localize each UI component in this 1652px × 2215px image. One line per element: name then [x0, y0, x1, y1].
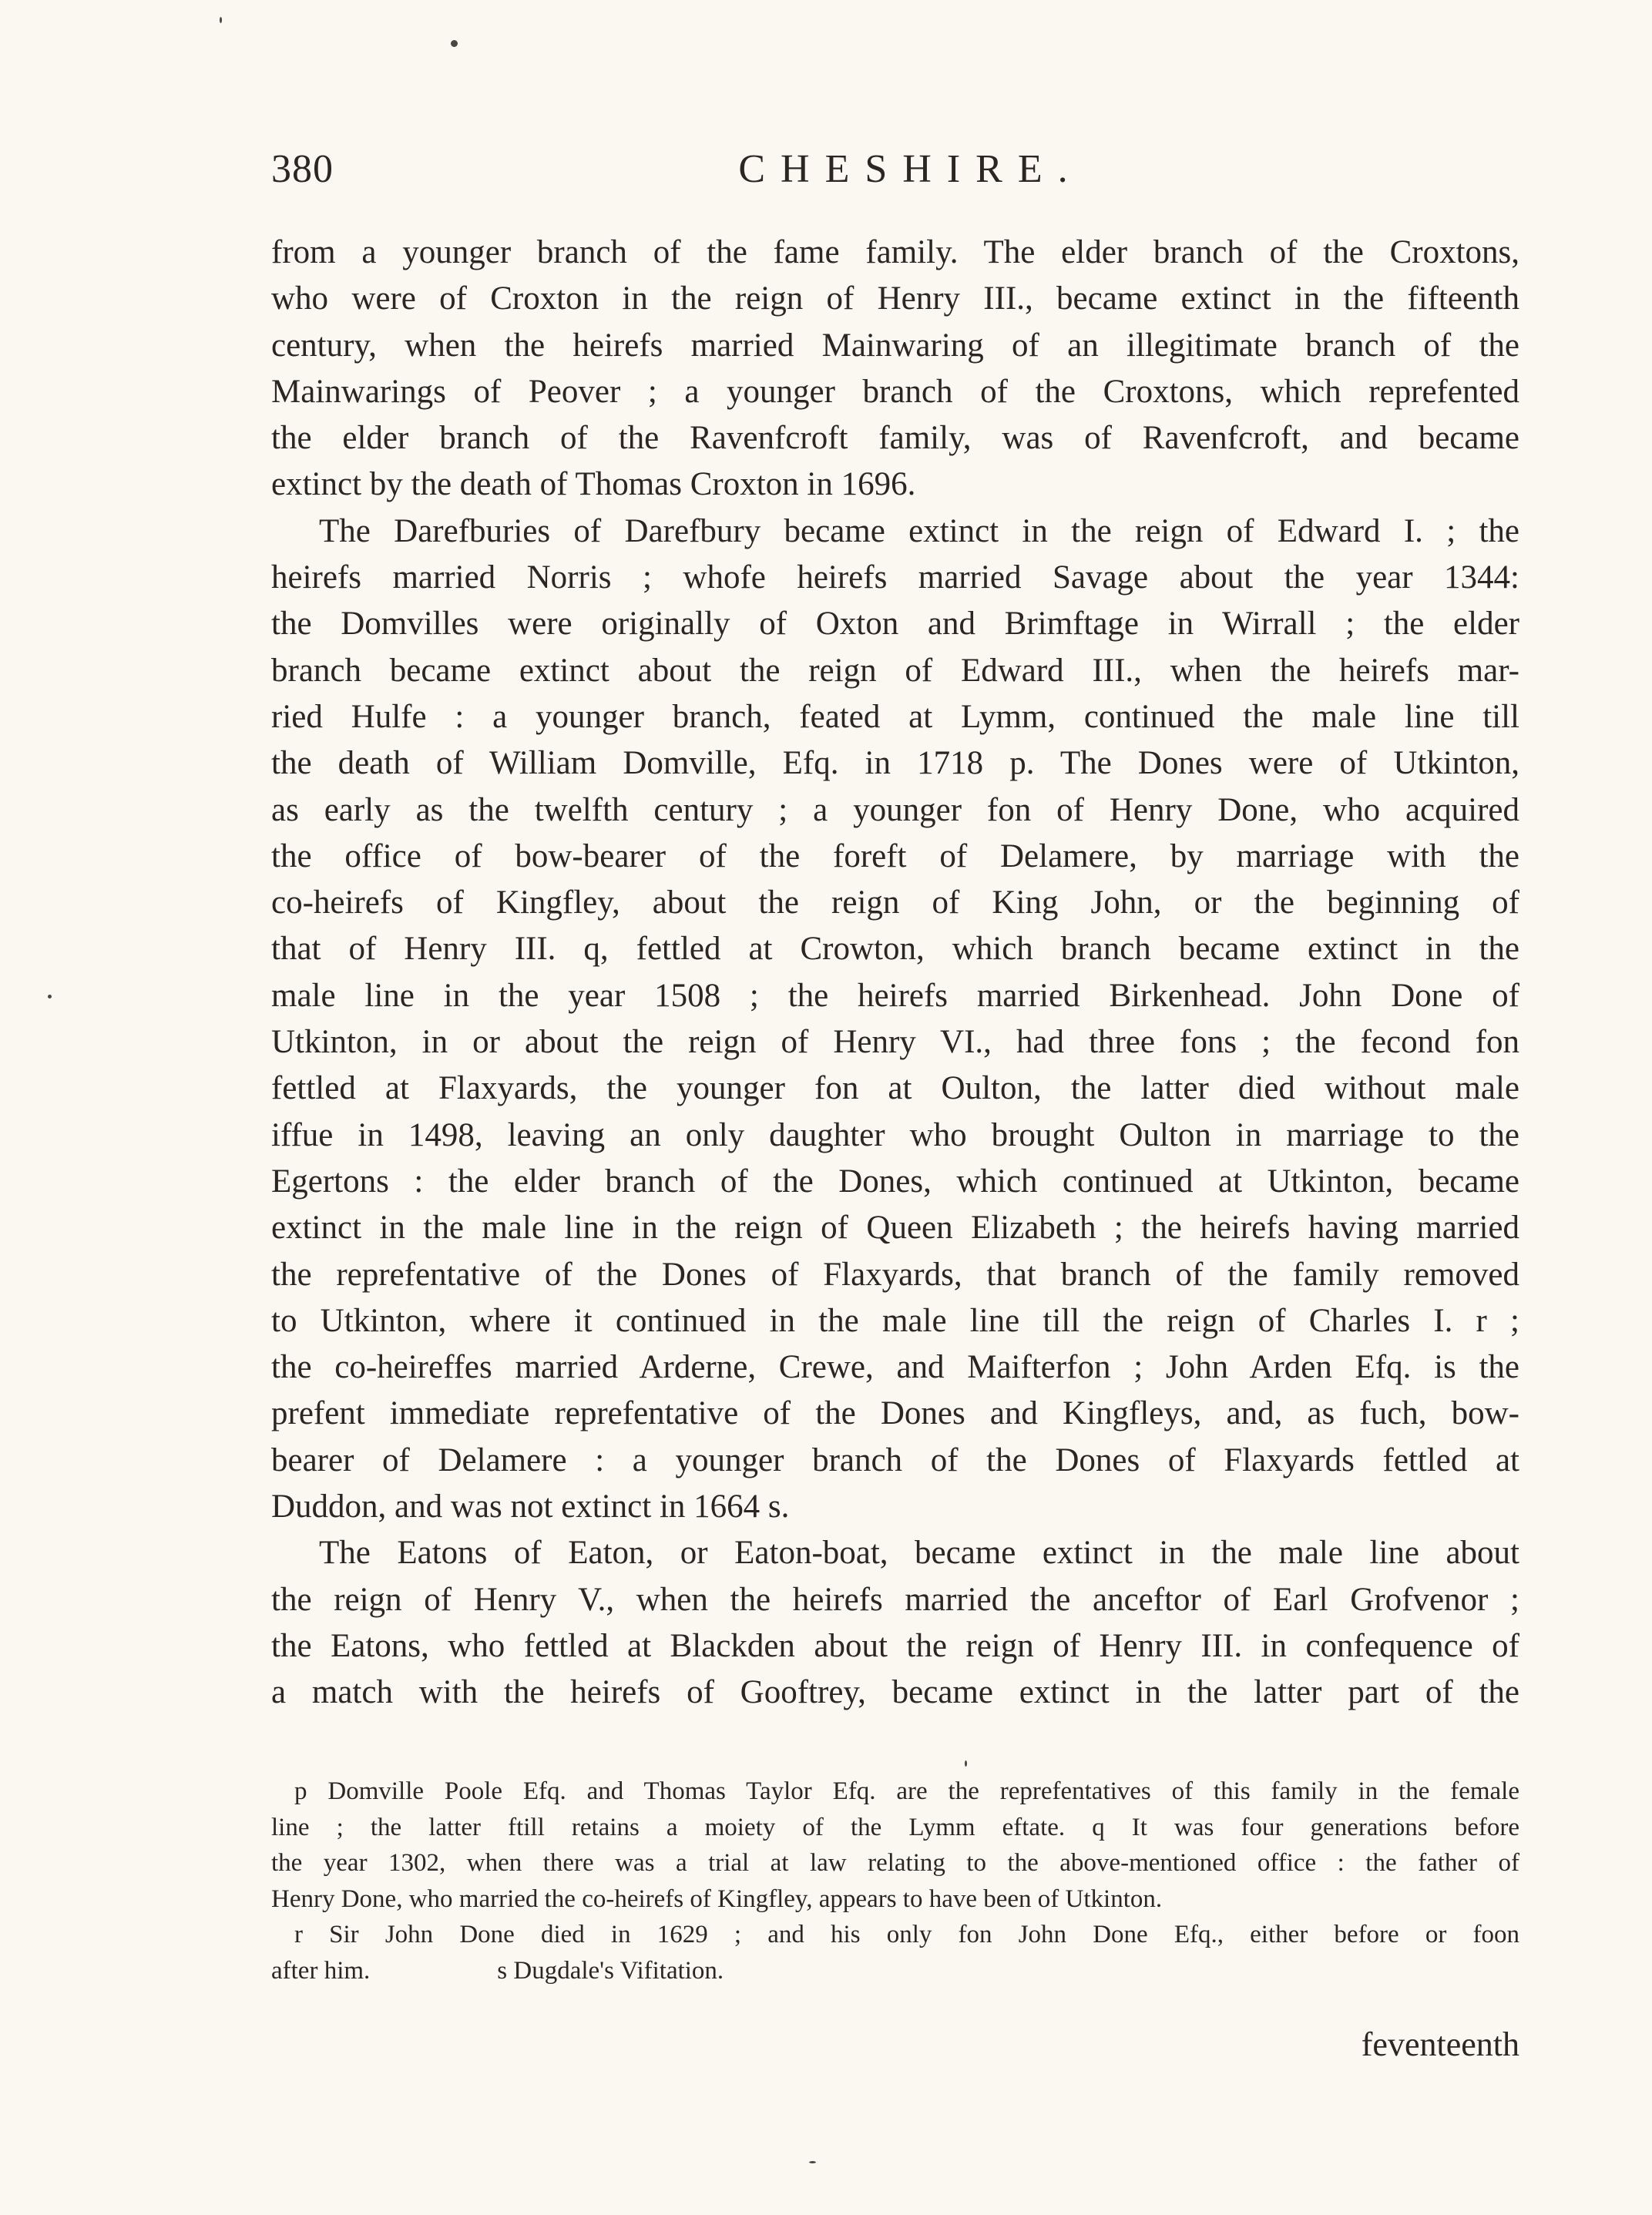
body-line: to Utkinton, where it continued in the male line till the reign of Charles I. r ; — [271, 1302, 1519, 1339]
body-text — [271, 230, 1519, 1717]
body-line: bearer of Delamere : a younger branch of the Dones of Flaxyards fettled at — [271, 1441, 1519, 1478]
footnote-line: p Domville Poole Efq. and Thomas Taylor Efq. are the reprefentatives of this family in the female — [294, 1777, 1519, 1805]
body-line: heirefs married Norris ; whofe heirefs married Savage about the year 1344: — [271, 559, 1519, 596]
ink-speck — [48, 995, 52, 998]
body-line: who were of Croxton in the reign of Henry III., became extinct in the fifteenth — [271, 280, 1519, 317]
footnote-line: r Sir John Done died in 1629 ; and his only fon John Done Efq., either before or foon — [294, 1921, 1519, 1948]
body-line: a match with the heirefs of Gooftrey, became extinct in the latter part of the — [271, 1674, 1519, 1711]
body-line: extinct by the death of Thomas Croxton in 1696. — [271, 466, 916, 503]
page-header — [271, 146, 1519, 200]
footnotes — [271, 1774, 1519, 1988]
catchword: feventeenth — [1361, 2025, 1519, 2063]
body-line: century, when the heirefs married Mainwaring of an illegitimate branch of the — [271, 327, 1519, 364]
body-line: Duddon, and was not extinct in 1664 s. — [271, 1488, 790, 1525]
footnote-line: line ; the latter ftill retains a moiety of the Lymm eftate. q It was four generations before — [271, 1813, 1519, 1841]
body-line: iffue in 1498, leaving an only daughter who brought Oulton in marriage to the — [271, 1116, 1519, 1153]
body-line: ried Hulfe : a younger branch, feated at Lymm, continued the male line till — [271, 698, 1519, 735]
body-line: co-heirefs of Kingfley, about the reign of King John, or the beginning of — [271, 884, 1519, 921]
body-line: that of Henry III. q, fettled at Crowton, which branch became extinct in the — [271, 931, 1519, 968]
body-line: prefent immediate reprefentative of the Dones and Kingfleys, and, as fuch, bow- — [271, 1395, 1519, 1432]
body-line: branch became extinct about the reign of Edward III., when the heirefs mar- — [271, 652, 1519, 689]
body-line: male line in the year 1508 ; the heirefs married Birkenhead. John Done of — [271, 977, 1519, 1014]
body-line: the elder branch of the Ravenfcroft family, was of Ravenfcroft, and became — [271, 420, 1519, 457]
ink-speck — [965, 1760, 967, 1767]
body-line: the Eatons, who fettled at Blackden about the reign of Henry III. in confequence of — [271, 1627, 1519, 1664]
ink-speck — [809, 2161, 816, 2163]
body-line: Mainwarings of Peover ; a younger branch of the Croxtons, which reprefented — [271, 373, 1519, 410]
body-line: the death of William Domville, Efq. in 1718 p. The Dones were of Utkinton, — [271, 745, 1519, 782]
body-line: the Domvilles were originally of Oxton and Brimftage in Wirrall ; the elder — [271, 606, 1519, 643]
footnote-line: after him. s Dugdale's Vifitation. — [271, 1956, 724, 1985]
body-line: the office of bow-bearer of the foreft of Delamere, by marriage with the — [271, 837, 1519, 874]
body-line: from a younger branch of the fame family. The elder branch of the Croxtons, — [271, 234, 1519, 270]
body-line: Egertons : the elder branch of the Dones, which continued at Utkinton, became — [271, 1163, 1519, 1200]
body-line: the reprefentative of the Dones of Flaxyards, that branch of the family removed — [271, 1256, 1519, 1293]
ink-speck — [220, 17, 222, 23]
body-line: as early as the twelfth century ; a younger fon of Henry Done, who acquired — [271, 791, 1519, 828]
body-line: extinct in the male line in the reign of Queen Elizabeth ; the heirefs having married — [271, 1210, 1519, 1247]
footnote-line: Henry Done, who married the co-heirefs of Kingfley, appears to have been of Utkinton. — [271, 1884, 1163, 1913]
ink-speck — [451, 40, 458, 47]
body-line: the co-heireffes married Arderne, Crewe, and Maifterfon ; John Arden Efq. is the — [271, 1349, 1519, 1386]
body-line: The Eatons of Eaton, or Eaton-boat, became extinct in the male line about — [319, 1535, 1519, 1572]
body-line: Utkinton, in or about the reign of Henry VI., had three fons ; the fecond fon — [271, 1024, 1519, 1061]
page-number: 380 — [271, 147, 334, 191]
running-head: CHESHIRE. — [738, 147, 1083, 191]
body-line: The Darefburies of Darefbury became extinct in the reign of Edward I. ; the — [319, 512, 1519, 549]
footnote-line: the year 1302, when there was a trial at law relating to the above-mentioned office : the father of — [271, 1849, 1519, 1877]
body-line: fettled at Flaxyards, the younger fon at Oulton, the latter died without male — [271, 1070, 1519, 1107]
body-line: the reign of Henry V., when the heirefs married the anceftor of Earl Grofvenor ; — [271, 1581, 1519, 1618]
